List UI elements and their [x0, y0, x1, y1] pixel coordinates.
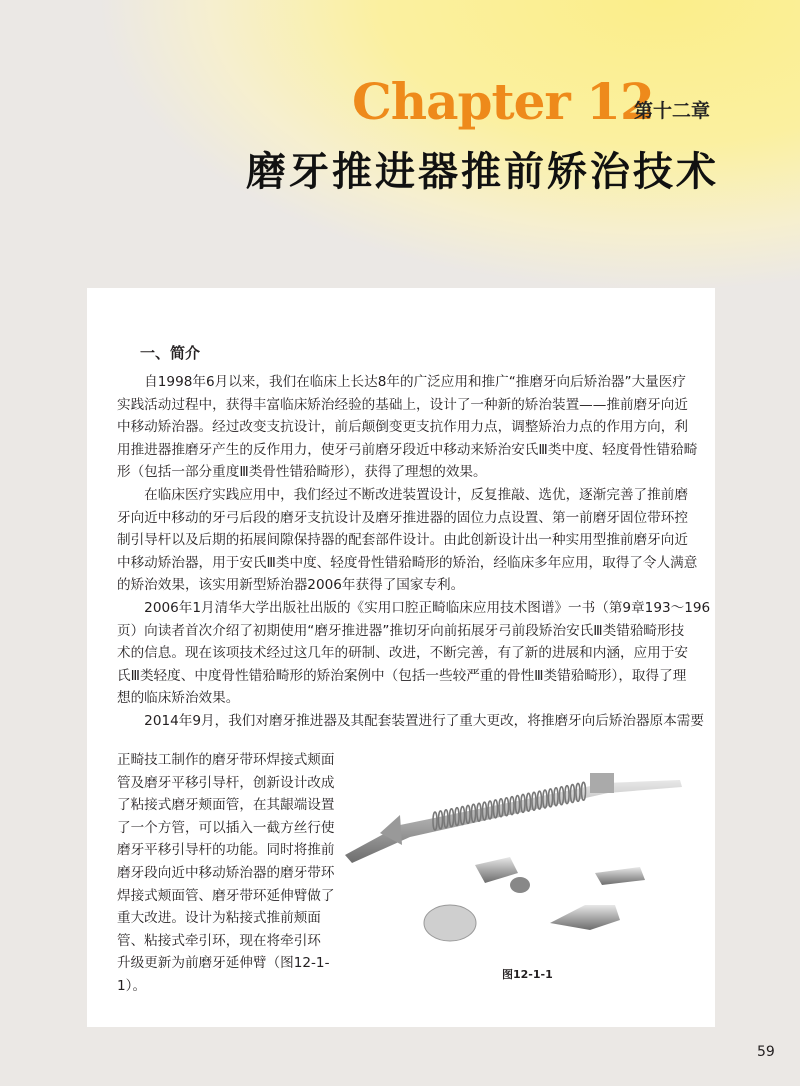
page-number: 59: [757, 1044, 775, 1060]
body-line: 用推进器推磨牙产生的反作用力，使牙弓前磨牙段近中移动来矫治安氏Ⅲ类中度、轻度骨性错𬌗畸: [117, 441, 698, 458]
section-heading: 一、简介: [140, 344, 201, 362]
side-text-line: 磨牙段向近中移动矫治器的磨牙带环: [117, 865, 335, 881]
extension-arm: [595, 867, 645, 885]
body-line: 想的临床矫治效果。: [117, 690, 240, 707]
body-line: 形（包括一部分重度Ⅲ类骨性错𬌗畸形），获得了理想的效果。: [117, 464, 487, 481]
chapter-number: Chapter 12: [352, 72, 654, 131]
pusher-tube: [590, 773, 614, 793]
traction-ring: [550, 905, 620, 930]
body-line: 自1998年6月以来，我们在临床上长达8年的广泛应用和推广“推磨牙向后矫治器”大量医疗: [117, 374, 686, 390]
tube-base: [510, 877, 530, 893]
chapter-number-cn: 第十二章: [634, 100, 711, 122]
body-line: 中移动矫治器。经过改变支抗设计，前后颠倒变更支抗作用力点，调整矫治力点的作用方向，利: [117, 419, 688, 436]
body-line: 2006年1月清华大学出版社出版的《实用口腔正畸临床应用技术图谱》一书（第9章193～196: [117, 600, 711, 616]
chapter-title: 磨牙推进器推前矫治技术: [246, 149, 719, 195]
side-text-line: 管、粘接式牵引环，现在将牵引环: [117, 932, 321, 949]
body-line: 中移动矫治器，用于安氏Ⅲ类中度、轻度骨性错𬌗畸形的矫治，经临床多年应用，取得了令人满意: [117, 554, 698, 571]
body-line: 的矫治效果，该实用新型矫治器2006年获得了国家专利。: [117, 577, 465, 594]
body-line: 2014年9月，我们对磨牙推进器及其配套装置进行了重大更改，将推磨牙向后矫治器原本需要: [117, 713, 704, 729]
body-line: 在临床医疗实践应用中，我们经过不断改进装置设计，反复推敲、选优，逐渐完善了推前磨: [117, 487, 688, 503]
figure-appliance-image: [340, 755, 690, 965]
side-text-line: 升级更新为前磨牙延伸臂（图12-1-: [117, 955, 330, 972]
body-line: 制引导杆以及后期的拓展间隙保持器的配套部件设计。由此创新设计出一种实用型推前磨牙向近: [117, 532, 688, 549]
side-text-line: 1）。: [117, 978, 147, 994]
side-text-line: 重大改进。设计为粘接式推前颊面: [117, 910, 321, 927]
bonding-pad: [424, 905, 476, 941]
side-text-line: 了粘接式磨牙颊面管，在其龈端设置: [117, 797, 335, 814]
side-text-line: 管及磨牙平移引导杆，创新设计改成: [117, 774, 335, 791]
body-line: 术的信息。现在该项技术经过这几年的研制、改进，不断完善，有了新的进展和内涵，应用于安: [117, 645, 688, 662]
side-text-line: 焊接式颊面管、磨牙带环延伸臂做了: [117, 887, 335, 904]
buccal-tube: [475, 857, 518, 883]
figure-caption: 图12-1-1: [502, 968, 553, 981]
side-text-line: 了一个方管，可以插入一截方丝行使: [117, 819, 335, 836]
side-text-line: 磨牙平移引导杆的功能。同时将推前: [117, 842, 335, 859]
body-line: 实践活动过程中，获得丰富临床矫治经验的基础上，设计了一种新的矫治装置——推前磨牙向近: [117, 396, 688, 413]
body-line: 牙向近中移动的牙弓后段的磨牙支抗设计及磨牙推进器的固位力点设置、第一前磨牙固位带环控: [117, 509, 688, 526]
body-line: 页）向读者首次介绍了初期使用“磨牙推进器”推切牙向前拓展牙弓前段矫治安氏Ⅲ类错𬌗畸形技: [117, 622, 685, 639]
body-line: 氏Ⅲ类轻度、中度骨性错𬌗畸形的矫治案例中（包括一些较严重的骨性Ⅲ类错𬌗畸形），取得了理: [117, 667, 687, 684]
side-text-line: 正畸技工制作的磨牙带环焊接式颊面: [117, 752, 335, 768]
